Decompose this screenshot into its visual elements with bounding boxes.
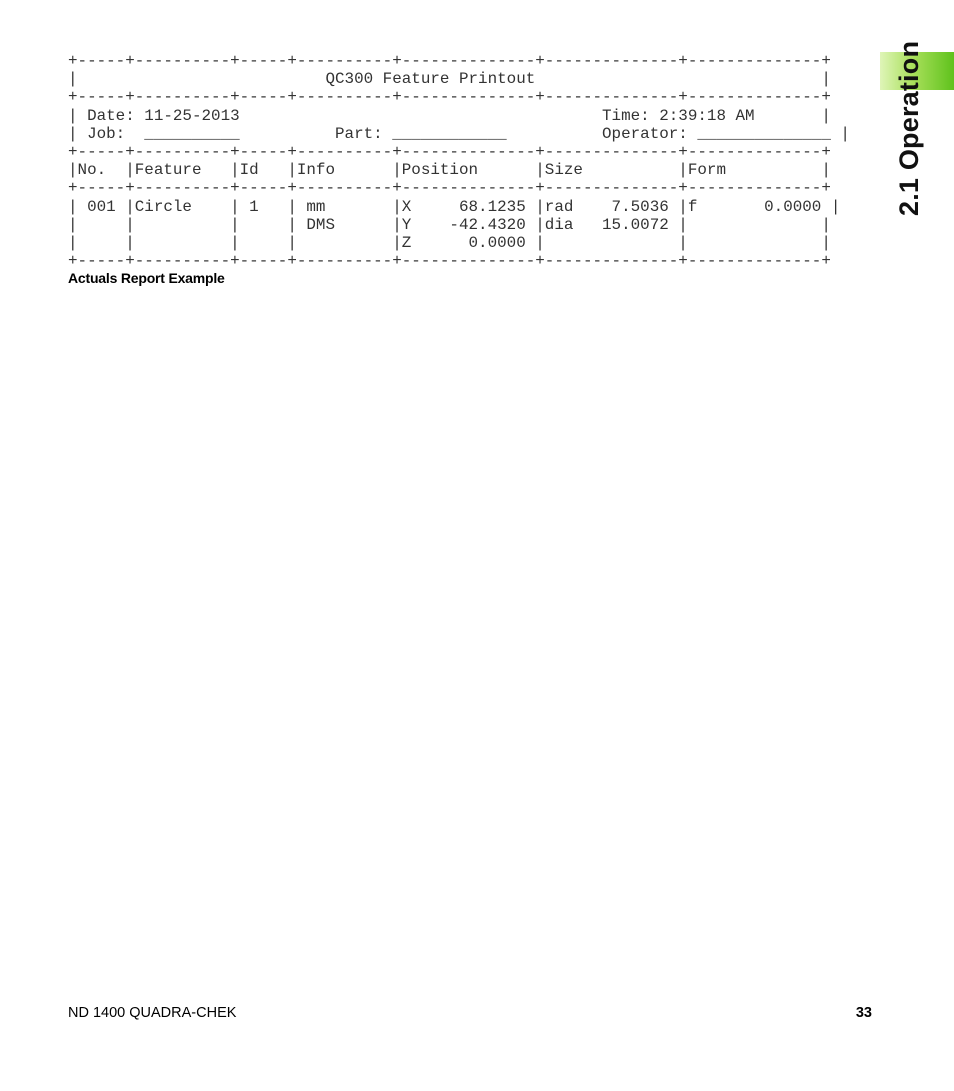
printout-line: | Job: __________ Part: ____________ Operator: ______________ | xyxy=(68,124,850,143)
printout-line: |No. |Feature |Id |Info |Position |Size |Form | xyxy=(68,161,831,180)
printout-line: +-----+----------+-----+----------+--------------+--------------+--------------+ xyxy=(68,52,831,70)
figure-caption: Actuals Report Example xyxy=(68,270,225,286)
printout-line: +-----+----------+-----+----------+--------------+--------------+--------------+ xyxy=(68,88,831,107)
printout-line: | | | | |Z 0.0000 | | | xyxy=(68,234,831,253)
printout-line: +-----+----------+-----+----------+--------------+--------------+--------------+ xyxy=(68,143,831,162)
qc300-printout xyxy=(68,52,850,270)
footer-product-name: ND 1400 QUADRA-CHEK xyxy=(68,1005,237,1021)
printout-line: | | | | DMS |Y -42.4320 |dia 15.0072 | | xyxy=(68,215,831,234)
section-title: 2.1 Operation xyxy=(894,40,924,216)
printout-line: +-----+----------+-----+----------+--------------+--------------+--------------+ xyxy=(68,179,831,198)
printout-line: +-----+----------+-----+----------+--------------+--------------+--------------+ xyxy=(68,252,831,271)
printout-line: | Date: 11-25-2013 Time: 2:39:18 AM | xyxy=(68,106,831,125)
printout-line: | 001 |Circle | 1 | mm |X 68.1235 |rad 7.5036 |f 0.0000 | xyxy=(68,197,841,216)
printout-line: | QC300 Feature Printout | xyxy=(68,70,831,89)
page-number: 33 xyxy=(855,1005,872,1021)
